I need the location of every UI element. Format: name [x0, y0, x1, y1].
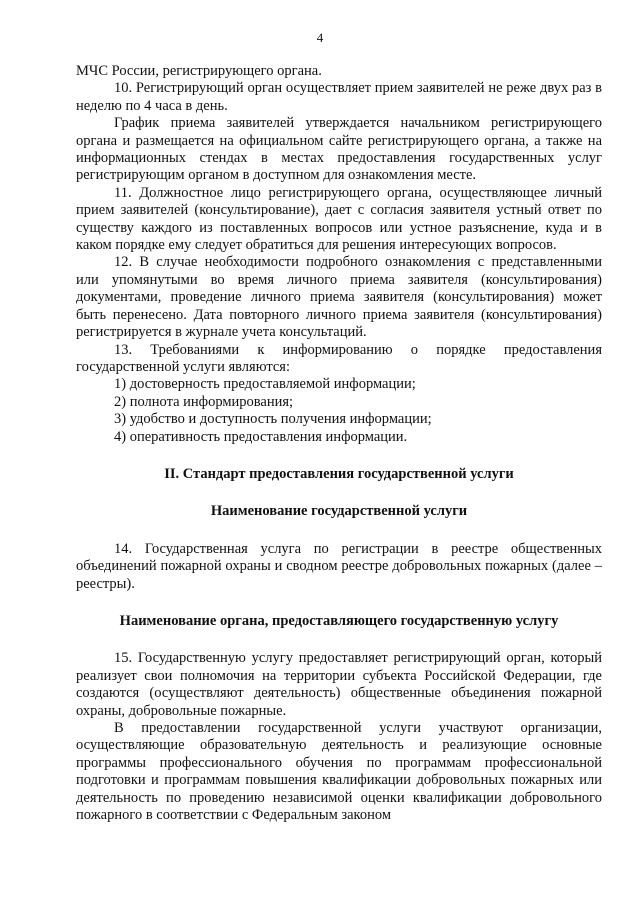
paragraph-12: 12. В случае необходимости подробного ознакомления с представленными или упомянутыми во время личного приема заявителя (консультирования) документами, проведение личного приема заявителя (консультирования) может быть перенесено. Дата повторного личного приема заявителя (консультирования) регистрируется в журнале учета консультаций. — [76, 254, 602, 341]
section-title: II. Стандарт предоставления государственной услуги — [164, 465, 514, 482]
document-body — [76, 63, 602, 824]
paragraph-schedule: График приема заявителей утверждается начальником регистрирующего органа и размещается на официальном сайте регистрирующего органа, а также на информационных стендах в местах предоставления государственных услуг регистрирующим органом в доступном для ознакомления месте. — [76, 115, 602, 184]
list-item: 1) достоверность предоставляемой информации; — [114, 376, 416, 393]
paragraph-participants: В предоставлении государственной услуги участвуют организации, осуществляющие образовательную деятельность и реализующие основные программы профессионального обучения по программам профессиональной подготовки и программам повышения квалификации добровольных пожарных или деятельность по проведению независимой оценки квалификации добровольного пожарного в соответствии с Федеральным законом — [76, 720, 602, 824]
subsection-title-service-name: Наименование государственной услуги — [210, 503, 468, 520]
paragraph-13: 13. Требованиями к информированию о порядке предоставления государственной услуги являются: — [76, 341, 602, 375]
paragraph-14: 14. Государственная услуга по регистрации в реестре общественных объединений пожарной охраны и сводном реестре добровольных пожарных (далее – реестры). — [76, 540, 602, 592]
subsection-title-authority: Наименование органа, предоставляющего государственную услугу — [119, 612, 559, 629]
paragraph-11: 11. Должностное лицо регистрирующего органа, осуществляющее личный прием заявителей (консультирование), дает с согласия заявителя устный ответ по существу каждого из поставленных вопросов или устное разъяснение, куда и в каком порядке ему следует обратиться для решения интересующих вопросов. — [76, 184, 602, 254]
page-number: 4 — [316, 30, 324, 45]
list-item: 2) полнота информирования; — [114, 393, 294, 410]
intro-line: МЧС России, регистрирующего органа. — [76, 63, 322, 79]
list-item: 3) удобство и доступность получения информации; — [114, 411, 432, 428]
list-item: 4) оперативность предоставления информации. — [114, 428, 408, 445]
paragraph-10: 10. Регистрирующий орган осуществляет прием заявителей не реже двух раз в неделю по 4 часа в день. — [76, 80, 602, 114]
paragraph-15: 15. Государственную услугу предоставляет регистрирующий орган, который реализует свои полномочия на территории субъекта Российской Федерации, где создаются (осуществляют деятельность) общественные объединения пожарной охраны, добровольные пожарные. — [76, 650, 602, 719]
